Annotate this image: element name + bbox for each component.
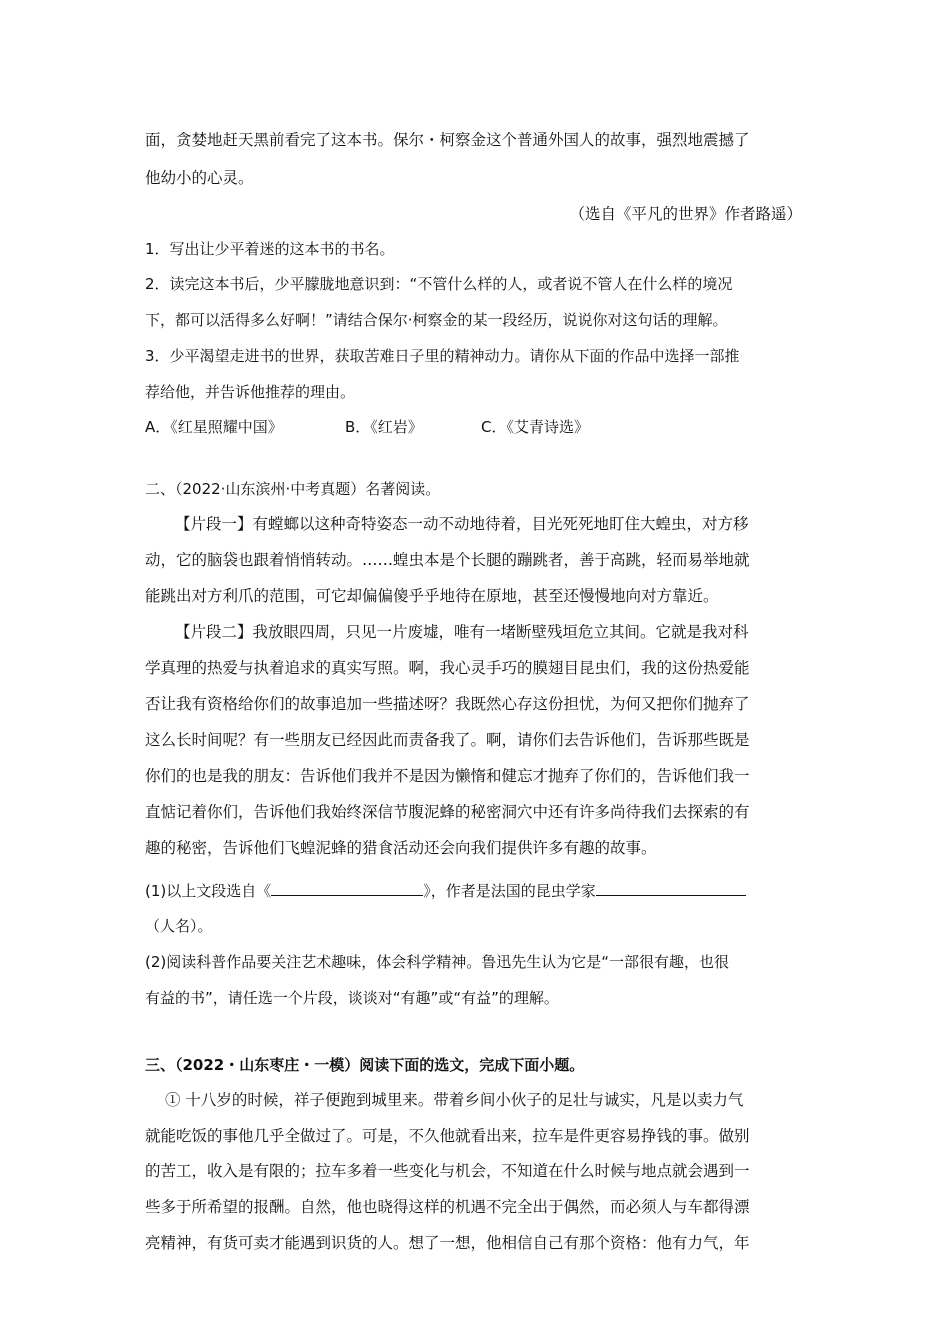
passage-line: 直惦记着你们，告诉他们我始终深信节腹泥蜂的秘密洞穴中还有许多尚待我们去探索的有 [145,803,750,821]
passage-line: 趣的秘密，告诉他们飞蝗泥蜂的猎食活动还会向我们提供许多有趣的故事。 [145,839,657,857]
option-c: C．《艾青诗选》 [481,418,589,436]
options-row [145,416,589,437]
passage-line: 【片段一】有螳螂以这种奇特姿态一动不动地待着，目光死死地盯住大蝗虫，对方移 [175,515,749,533]
passage-line: 学真理的热爱与执着追求的真实写照。啊，我心灵手巧的膜翅目昆虫们，我的这份热爱能 [145,659,750,677]
question-1: 1．写出让少平着迷的这本书的书名。 [145,240,395,258]
fill-in-question-1 [145,880,746,901]
passage-line: 【片段二】我放眼四周，只见一片废墟，唯有一堵断壁残垣危立其间。它就是我对科 [175,623,749,641]
source-citation: （选自《平凡的世界》作者路遥） [569,205,802,223]
passage-line: 否让我有资格给你们的故事追加一些描述呀？我既然心存这份担忧，为何又把你们抛弃了 [145,695,750,713]
option-b: B．《红岩》 [345,418,423,436]
passage-line: ① 十八岁的时候，祥子便跑到城里来。带着乡间小伙子的足壮与诚实，凡是以卖力气 [165,1091,744,1109]
question-text: 》，作者是法国的昆虫学家 [423,882,596,900]
passage-line: 动，它的脑袋也跟着悄悄转动。……蝗虫本是个长腿的蹦跳者，善于高跳，轻而易举地就 [145,551,750,569]
option-a: A．《红星照耀中国》 [145,418,283,436]
section-3-header: 三、（2022・山东枣庄・一模）阅读下面的选文，完成下面小题。 [145,1056,585,1074]
passage-line: 面，贪婪地赶天黑前看完了这本书。保尔・柯察金这个普通外国人的故事，强烈地震撼了 [145,131,750,149]
question-3-line: 荐给他，并告诉他推荐的理由。 [145,383,356,401]
passage-line: 他幼小的心灵。 [145,169,254,187]
passage-line: 亮精神，有货可卖才能遇到识货的人。想了一想，他相信自己有那个资格：他有力气，年 [145,1234,750,1252]
question-line: (2)阅读科普作品要关注艺术趣味，体会科学精神。鲁迅先生认为它是“一部很有趣，也很 [145,953,730,971]
section-2-header: 二、（2022·山东滨州·中考真题）名著阅读。 [145,480,441,498]
passage-line: 的苦工，收入是有限的；拉车多着一些变化与机会，不知道在什么时候与地点就会遇到一 [145,1162,750,1180]
answer-blank[interactable] [596,881,746,896]
question-text: （人名）。 [145,917,213,935]
passage-line: 你们的也是我的朋友：告诉他们我并不是因为懒惰和健忘才抛弃了你们的，告诉他们我一 [145,767,750,785]
question-2-line: 2．读完这本书后，少平朦胧地意识到：“不管什么样的人，或者说不管人在什么样的境况 [145,275,733,293]
question-text: (1)以上文段选自《 [145,882,272,900]
question-line: 有益的书”，请任选一个片段，谈谈对“有趣”或“有益”的理解。 [145,989,559,1007]
answer-blank[interactable] [271,881,423,896]
passage-line: 就能吃饭的事他几乎全做过了。可是，不久他就看出来，拉车是件更容易挣钱的事。做别 [145,1127,750,1145]
passage-line: 这么长时间呢？有一些朋友已经因此而责备我了。啊，请你们去告诉他们，告诉那些既是 [145,731,750,749]
passage-line: 些多于所希望的报酬。自然，他也晓得这样的机遇不完全出于偶然，而必须人与车都得漂 [145,1198,750,1216]
question-3-line: 3．少平渴望走进书的世界，获取苦难日子里的精神动力。请你从下面的作品中选择一部推 [145,347,740,365]
question-2-line: 下，都可以活得多么好啊！”请结合保尔·柯察金的某一段经历，说说你对这句话的理解。 [145,311,728,329]
passage-line: 能跳出对方利爪的范围，可它却偏偏傻乎乎地待在原地，甚至还慢慢地向对方靠近。 [145,587,719,605]
